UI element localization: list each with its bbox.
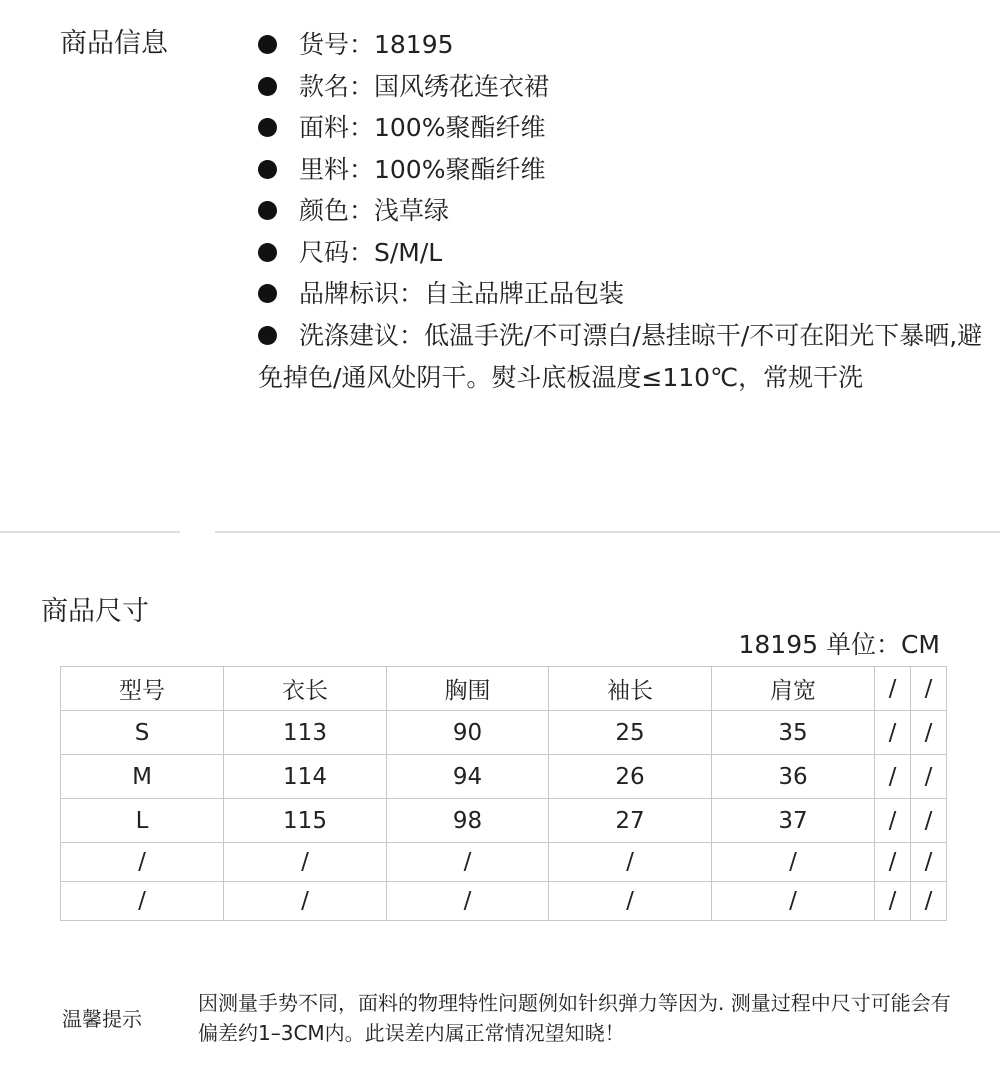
table-row — [61, 882, 947, 921]
bullet-icon — [258, 118, 277, 137]
header-cell: 衣长 — [224, 667, 387, 711]
table-row — [61, 843, 947, 882]
table-row — [61, 711, 947, 755]
header-cell: 胸围 — [387, 667, 549, 711]
info-item-text: 品牌标识：自主品牌正品包装 — [299, 279, 625, 308]
table-cell: / — [875, 755, 911, 799]
table-cell: / — [224, 882, 387, 921]
section-divider-right — [215, 531, 1000, 533]
table-cell: 98 — [387, 799, 549, 843]
table-cell: 37 — [712, 799, 875, 843]
info-item-text: 洗涤建议：低温手洗/不可漂白/悬挂晾干/不可在阳光下暴晒,避免掉色/通风处阴干。熨斗底板温度≤110℃，常规干洗 — [258, 320, 983, 392]
table-cell: / — [712, 843, 875, 882]
tips-text: 因测量手势不同，面料的物理特性问题例如针织弹力等因为. 测量过程中尺寸可能会有偏差约1–3CM内。此误差内属正常情况望知晓！ — [198, 991, 951, 1045]
table-cell: / — [875, 882, 911, 921]
info-item-text: 颜色：浅草绿 — [299, 196, 450, 225]
bullet-icon — [258, 35, 277, 54]
table-cell: 113 — [224, 711, 387, 755]
table-cell: / — [61, 882, 224, 921]
bullet-icon — [258, 284, 277, 303]
table-cell: / — [549, 843, 712, 882]
info-item-wash-care — [258, 315, 988, 399]
section-divider-left — [0, 531, 180, 533]
table-cell: / — [875, 711, 911, 755]
table-cell: / — [875, 799, 911, 843]
table-cell: M — [61, 755, 224, 799]
table-cell: / — [224, 843, 387, 882]
table-cell: 36 — [712, 755, 875, 799]
info-item-color — [258, 190, 988, 232]
header-cell: / — [875, 667, 911, 711]
table-cell: 115 — [224, 799, 387, 843]
table-header-row — [61, 667, 947, 711]
header-cell: / — [911, 667, 947, 711]
table-cell: / — [911, 799, 947, 843]
info-item-sku — [258, 24, 988, 66]
table-cell: / — [911, 711, 947, 755]
info-item-style-name — [258, 66, 988, 108]
table-row — [61, 799, 947, 843]
table-cell: / — [875, 843, 911, 882]
product-info-list — [258, 24, 988, 399]
table-cell: 90 — [387, 711, 549, 755]
bullet-icon — [258, 77, 277, 96]
info-item-fabric — [258, 107, 988, 149]
header-cell: 型号 — [61, 667, 224, 711]
header-cell: 肩宽 — [712, 667, 875, 711]
table-cell: / — [712, 882, 875, 921]
table-cell: / — [549, 882, 712, 921]
info-item-text: 尺码：S/M/L — [299, 237, 443, 267]
table-cell: / — [911, 882, 947, 921]
size-table — [60, 666, 947, 921]
info-item-text: 款名：国风绣花连衣裙 — [299, 71, 550, 101]
table-cell: / — [911, 755, 947, 799]
table-cell: 25 — [549, 711, 712, 755]
size-section-heading: 商品尺寸 — [41, 596, 149, 627]
table-cell: 27 — [549, 799, 712, 843]
bullet-icon — [258, 160, 277, 179]
bullet-icon — [258, 243, 277, 262]
table-cell: / — [61, 843, 224, 882]
size-unit-label: 18195 单位：CM — [738, 630, 940, 659]
table-cell: 26 — [549, 755, 712, 799]
tips-label: 温馨提示 — [62, 1007, 142, 1031]
bullet-icon — [258, 326, 277, 345]
table-cell: S — [61, 711, 224, 755]
header-cell: 袖长 — [549, 667, 712, 711]
table-cell: L — [61, 799, 224, 843]
table-cell: / — [387, 843, 549, 882]
table-cell: 35 — [712, 711, 875, 755]
bullet-icon — [258, 201, 277, 220]
info-item-text: 面料：100%聚酯纤维 — [299, 113, 546, 142]
info-item-lining — [258, 149, 988, 191]
info-item-brand — [258, 273, 988, 315]
info-item-text: 里料：100%聚酯纤维 — [299, 154, 546, 184]
table-cell: / — [387, 882, 549, 921]
table-cell: 114 — [224, 755, 387, 799]
info-item-text: 货号：18195 — [299, 30, 454, 59]
product-info-heading: 商品信息 — [60, 28, 168, 59]
table-row — [61, 755, 947, 799]
table-cell: 94 — [387, 755, 549, 799]
table-cell: / — [911, 843, 947, 882]
info-item-sizes — [258, 232, 988, 274]
